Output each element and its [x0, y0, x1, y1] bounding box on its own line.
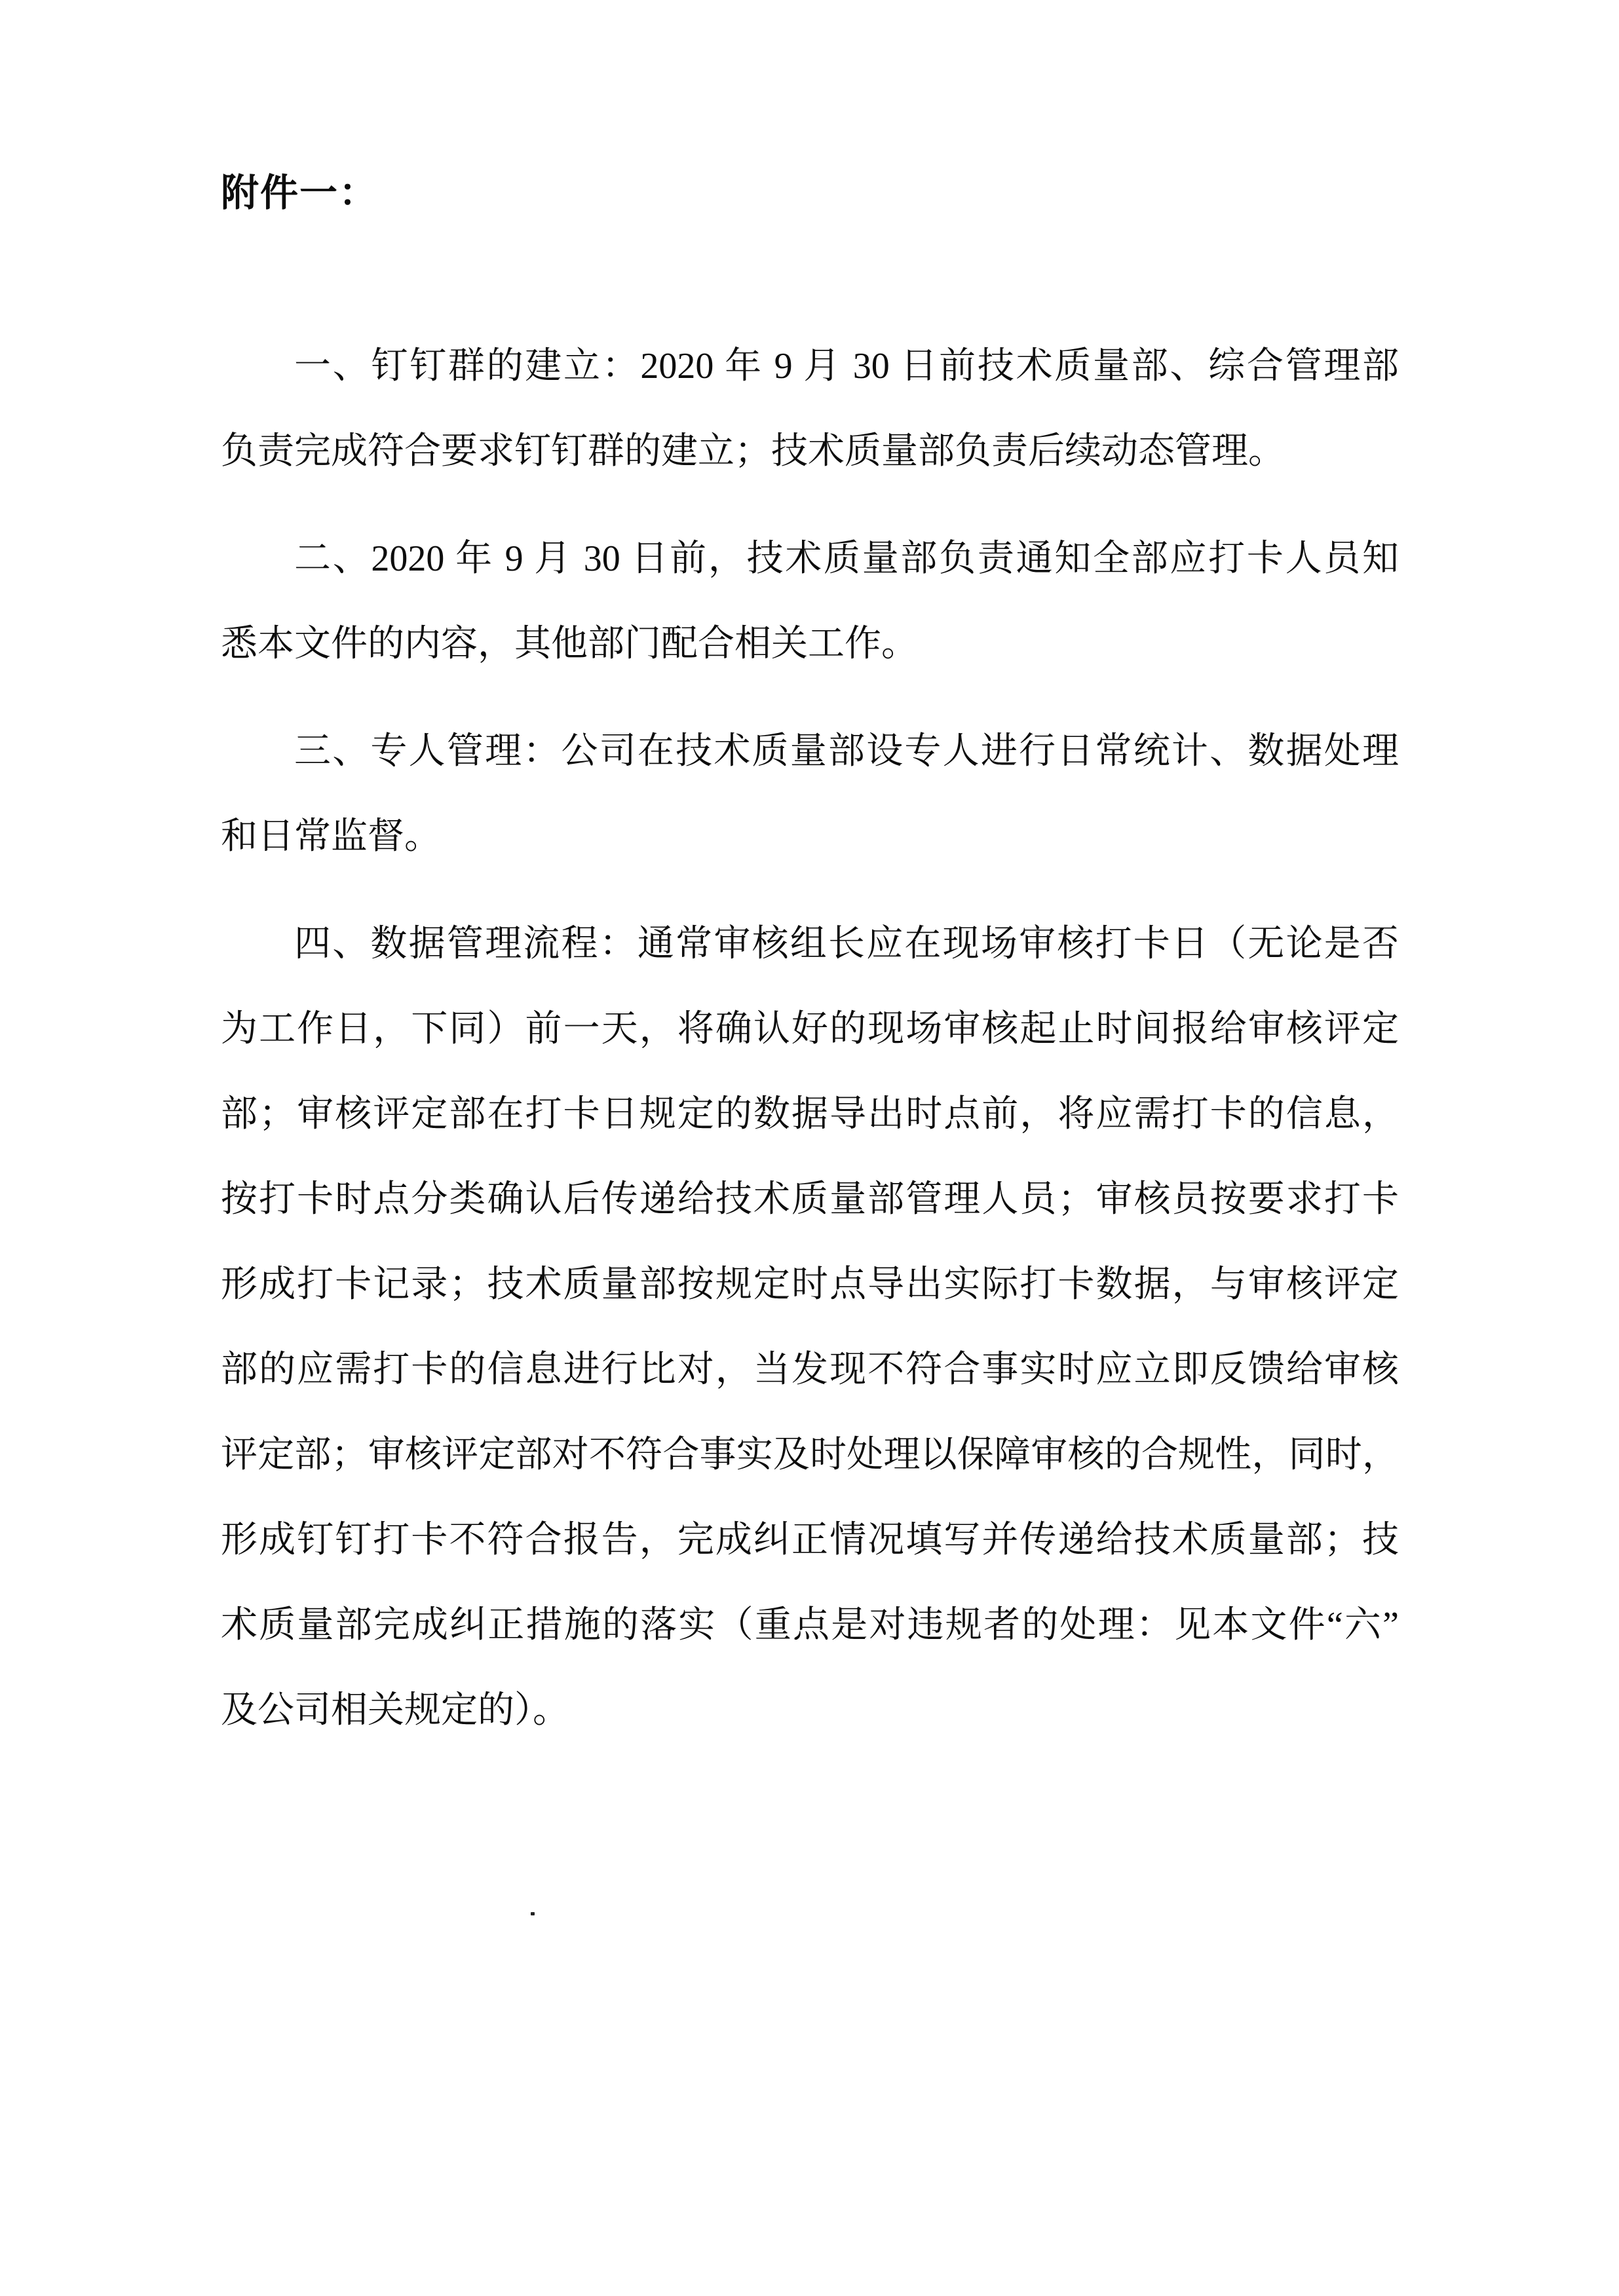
scan-speck-artifact [531, 1912, 535, 1915]
text-line: 部的应需打卡的信息进行比对，当发现不符合事实时应立即反馈给审核 [221, 1349, 1399, 1390]
document-body [221, 324, 1399, 1753]
text-line: 评定部；审核评定部对不符合事实及时处理以保障审核的合规性，同时， [221, 1435, 1399, 1475]
document-content [221, 151, 1399, 1775]
paragraph [221, 516, 1399, 687]
paragraph [221, 709, 1399, 879]
text-line: 三、专人管理：公司在技术质量部设专人进行日常统计、数据处理 [294, 731, 1399, 772]
text-line: 二、2020 年 9 月 30 日前，技术质量部负责通知全部应打卡人员知 [294, 538, 1399, 579]
text-line: 按打卡时点分类确认后传递给技术质量部管理人员；审核员按要求打卡 [221, 1179, 1399, 1220]
paragraph [221, 901, 1399, 1753]
text-line: 四、数据管理流程：通常审核组长应在现场审核打卡日（无论是否 [294, 924, 1399, 964]
text-line: 形成打卡记录；技术质量部按规定时点导出实际打卡数据，与审核评定 [221, 1264, 1399, 1305]
text-line: 悉本文件的内容，其他部门配合相关工作。 [221, 624, 918, 664]
text-line: 一、钉钉群的建立：2020 年 9 月 30 日前技术质量部、综合管理部 [294, 346, 1399, 386]
paragraph [221, 324, 1399, 494]
text-line: 部；审核评定部在打卡日规定的数据导出时点前，将应需打卡的信息， [221, 1094, 1399, 1135]
text-line: 形成钉钉打卡不符合报告，完成纠正情况填写并传递给技术质量部；技 [221, 1520, 1399, 1560]
text-line: 术质量部完成纠正措施的落实（重点是对违规者的处理：见本文件“六” [221, 1605, 1399, 1646]
text-line: 及公司相关规定的）。 [221, 1690, 569, 1731]
attachment-title: 附件一： [221, 172, 379, 214]
text-line: 为工作日，下同）前一天，将确认好的现场审核起止时间报给审核评定 [221, 1009, 1399, 1049]
text-line: 负责完成符合要求钉钉群的建立；技术质量部负责后续动态管理。 [221, 431, 1285, 472]
text-line: 和日常监督。 [221, 816, 441, 857]
